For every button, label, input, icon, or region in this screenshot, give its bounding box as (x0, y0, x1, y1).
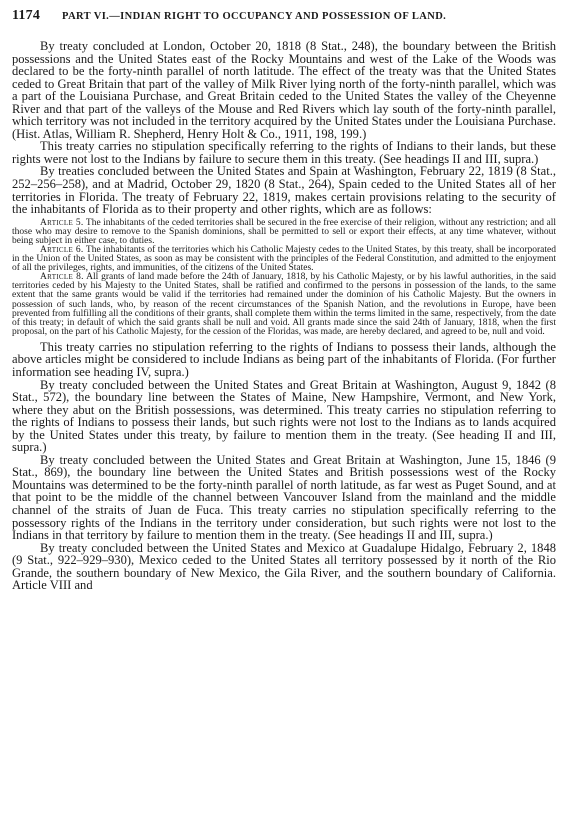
page-number: 1174 (12, 8, 41, 23)
paragraph: By treaty concluded at London, October 20, 1818 (8 Stat., 248), the boundary between the British possessions and the United States east of the Rocky Mountains and west of the Lake of the Woods was declared to be the forty-ninth parallel of north latitude. The effect of the treaty was that the United States ceded to Great Britain that part of the valley of Milk River lying north of the forty-ninth parallel, which was a part of the Louisiana Purchase, and Great Britain ceded to the United States the valley of the Cheyenne River and that part of the valleys of the Mouse and Red Rivers which lay south of the forty-ninth parallel, which territory was not included in the territory acquired by the United States under the Louisiana Purchase. (Hist. Atlas, William R. Shepherd, Henry Holt & Co., 1911, 198, 199.) (12, 39, 556, 141)
article-6 (12, 246, 556, 273)
article-5 (12, 219, 556, 246)
paragraph: This treaty carries no stipulation referring to the rights of Indians to possess their lands, although the above articles might be considered to include Indians as being part of the inhabitants of Florida. (For further information see heading IV, supra.) (12, 339, 556, 379)
paragraph: By treaties concluded between the United States and Spain at Washington, February 22, 1819 (8 Stat., 252–256–258), and at Madrid, October 29, 1820 (8 Stat., 264), Spain ceded to the United States all of her territories in Florida. The treaty of February 22, 1819, makes certain provisions relating to the security of the inhabitants of Florida as to their property and other rights, which are as follows: (12, 164, 556, 217)
paragraph: By treaty concluded between the United States and Great Britain at Washington, June 15, 1846 (9 Stat., 869), the boundary line between the United States and British possessions west of the Rocky Mountains was determined to be the forty-ninth parallel of north latitude, as far west as Puget Sound, and at that point to be the middle of the channel between Vancouver Island from the mainland and the middle channel of the straits of Juan de Fuca. This treaty carries no stipulation specifically referring to the possessory rights of the Indians in the territory under consideration, but such rights were not lost to the Indians in that territory by failure to mention them in the treaty. (See headings II and III, supra.) (12, 452, 556, 543)
body-text (12, 40, 556, 592)
article-text: All grants of land made before the 24th of January, 1818, by his Catholic Majesty, or by his lawful authorities, in the said territories ceded by his Majesty to the United States, shall be ratified and confirmed to the persons in possession of the lands, to the same extent that the same grants would be valid if the territories had remained under the dominion of his Catholic Majesty. But the owners in possession of such lands, who, by reason of the recent circumstances of the Spanish Nation, and the revolutions in Europe, have been prevented from fulfilling all the conditions of their grants, shall complete them within the terms limited in the same, respectively, from the date of this treaty; in default of which the said grants shall be null and void. All grants made since the said 24th of January, 1818, when the first proposal, on the part of his Catholic Majesty, for the cession of the Floridas, was made, are hereby declared, and agreed to be, null and void. (12, 272, 556, 337)
article-text: The inhabitants of the ceded territories shall be secured in the free exercise of their religion, without any restriction; and all those who may desire to remove to the Spanish dominions, shall be permitted to sell or export their effects, at any time whatever, without being subject in either case, to duties. (12, 217, 556, 246)
running-header (12, 8, 556, 28)
paragraph: By treaty concluded between the United States and Mexico at Guadalupe Hidalgo, February 2, 1848 (9 Stat., 922–929–930), Mexico ceded to the United States all territory possessed by it north of the Rio Grande, the southern boundary of New Mexico, the Gila River, and the southern boundary of California. Article VIII and (12, 540, 556, 593)
article-text: The inhabitants of the territories which his Catholic Majesty cedes to the United States, by this treaty, shall be incorporated in the Union of the United States, as soon as may be consistent with the principles of the Federal Constitution, and admitted to the enjoyment of all the privileges, rights, and immunities, of the citizens of the United States. (12, 244, 557, 274)
article-label: Article 6. (40, 244, 84, 255)
treaty-extract (12, 219, 556, 337)
paragraph: This treaty carries no stipulation specifically referring to the rights of Indians to their lands, but these rights were not lost to the Indians by failure to secure them in this treaty. (See headings II and III, supra.) (12, 139, 556, 166)
paragraph: By treaty concluded between the United States and Great Britain at Washington, August 9, 1842 (8 Stat., 572), the boundary line between the States of Maine, New Hampshire, Vermont, and New York, where they abut on the British possessions, was determined. This treaty carries no stipulation referring to the rights of Indians to possess their lands, but such rights were not lost to the Indians as to lands acquired by the United States under this treaty, by failure to mention them in the treaty. (See heading II and III, supra.) (12, 377, 556, 455)
article-8 (12, 273, 556, 337)
running-header-title: PART VI.—INDIAN RIGHT TO OCCUPANCY AND POSSESSION OF LAND. (62, 11, 447, 22)
article-label: Article 8. (40, 272, 84, 283)
article-label: Article 5. (40, 217, 84, 228)
